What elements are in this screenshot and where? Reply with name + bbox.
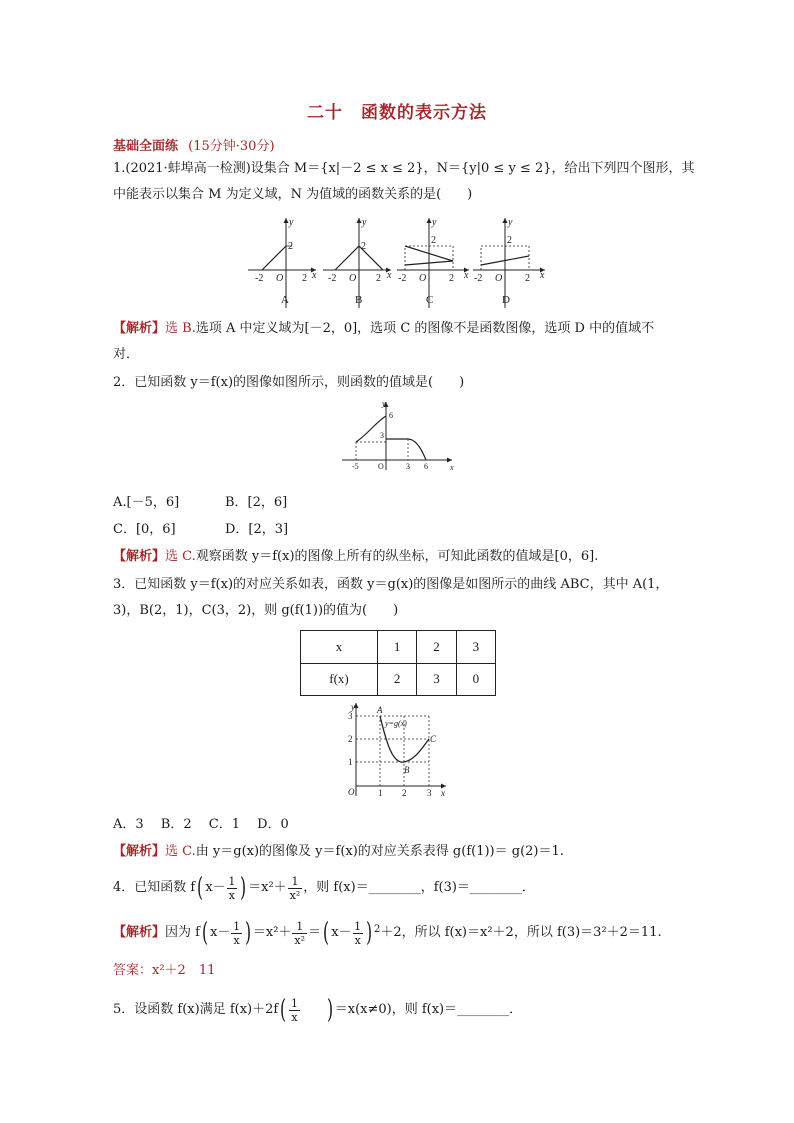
q1-c-origin: O: [419, 273, 427, 284]
q1-c-tick-neg2: -2: [398, 273, 407, 284]
q1-solution-line2: 对．: [113, 347, 140, 362]
q2-option-d: D．[2，3]: [225, 522, 289, 537]
q3-point-b: B: [404, 765, 410, 775]
q3-tick-x3: 3: [427, 788, 432, 798]
q4-sol-arg2-x: x: [331, 925, 339, 940]
q2-options-row1: [113, 494, 288, 512]
section-label: 基础全面练: [113, 139, 179, 154]
q5-frac: [289, 997, 299, 1024]
q3-graph: [340, 700, 450, 800]
q2-origin: O: [378, 462, 384, 471]
table-cell: 2: [417, 631, 456, 664]
q5-suffix: ＝x(x≠0)，则 f(x)＝________．: [334, 1002, 523, 1017]
q1-b-x-label: x: [387, 270, 392, 281]
q4-sol-paren2-open: (: [323, 918, 330, 948]
q4-sol-frac-2-den: x²: [294, 933, 306, 947]
q1-graph-b-label: B: [355, 294, 363, 306]
q3-tick-y1: 1: [348, 757, 353, 767]
q1-solution-text: 选项 A 中定义域为[－2，0]，选项 C 的图像不是函数图像，选项 D 中的值域不: [195, 321, 655, 336]
q2-tick-neg5: -5: [352, 462, 359, 471]
q4-sol-paren2-close: ): [365, 918, 372, 948]
q4-sol-frac-3-den: x: [354, 933, 361, 947]
q1-b-origin: O: [349, 273, 357, 284]
q4-sol-paren-close: ): [244, 918, 251, 948]
q2-line1: 2．已知函数 y＝f(x)的图像如图所示，则函数的值域是( ): [113, 375, 465, 390]
q3-solution-tag: 【解析】: [113, 844, 166, 859]
q1-d-tick-2y: 2: [507, 235, 512, 246]
q4-frac-2: [288, 875, 303, 902]
q4-answer-label: 答案：: [113, 963, 153, 978]
q2-curve-right: [386, 439, 426, 460]
table-row: [301, 631, 496, 664]
q1-d-origin: O: [495, 273, 503, 284]
q4-sol-frac-1: [231, 920, 241, 947]
q3-solution: [113, 843, 564, 861]
q2-y-label: y: [382, 399, 386, 408]
q1-d-tick-neg2: -2: [474, 273, 483, 284]
q5-frac-num: 1: [290, 996, 298, 1010]
q1-d-y-label: y: [508, 217, 513, 228]
q4-answer: [113, 962, 215, 980]
q4-paren-close: ): [239, 873, 247, 903]
q4-frac-1: [227, 875, 237, 902]
q1-a-tick-neg2: -2: [255, 273, 264, 284]
q1-line1: 1.(2021·蚌埠高一检测)设集合 M＝{x|－2 ≤ x ≤ 2}，N＝{y|0 ≤ y ≤ 2}，给出下列四个图形，其: [113, 161, 695, 176]
q2-tick-3y: 3: [380, 431, 384, 440]
q4-frac-2-num: 1: [291, 874, 299, 888]
q1-graph-a-curve: [262, 246, 286, 270]
q3-point-c: C: [430, 734, 437, 744]
q2-tick-3x: 3: [406, 462, 410, 471]
q4-eq-rhs: ＝x²＋: [248, 880, 287, 895]
q1-c-tick-2x: 2: [449, 273, 454, 284]
q4-sol-arg2-minus: －: [338, 925, 352, 940]
q3-solution-text: 由 y＝g(x)的图像及 y＝f(x)的对应关系表得 g(f(1))＝ g(2)＝1.: [195, 844, 564, 859]
page-title: 二十 函数的表示方法: [307, 103, 487, 123]
q1-graph-b: [323, 217, 392, 308]
q4-arg-minus: －: [212, 880, 226, 895]
q3-table: [300, 630, 496, 696]
q3-tick-y2: 2: [348, 734, 353, 744]
q4-sol-paren-open: (: [202, 918, 209, 948]
q4-suffix: ，则 f(x)＝________，f(3)＝________．: [303, 880, 535, 895]
q1-solution-tag: 【解析】: [113, 321, 166, 336]
q1-graph-c-label: C: [426, 294, 434, 306]
q1-a-tick-2y: 2: [288, 241, 293, 252]
q2-option-c: C．[0，6]: [113, 522, 176, 537]
q4-arg-x: x: [205, 880, 213, 895]
q4-sol-arg-x: x: [210, 925, 218, 940]
q4-solution-line: [113, 915, 662, 951]
q1-d-x-label: x: [540, 270, 545, 281]
q5-prefix: 5．设函数 f(x)满足 f(x)＋2f: [113, 1002, 279, 1017]
q1-a-y-label: y: [289, 217, 294, 228]
q2-solution: [113, 548, 598, 566]
q3-origin: O: [348, 787, 355, 797]
q1-c-y-label: y: [432, 217, 437, 228]
q5-paren-close: ): [326, 995, 333, 1025]
q3-solution-choice: 选 C.: [165, 844, 196, 859]
q4-sol-frac-3: [353, 920, 363, 947]
q4-sol-arg-minus: －: [217, 925, 231, 940]
q2-solution-choice: 选 C.: [165, 549, 196, 564]
table-cell: 2: [378, 663, 417, 696]
table-cell: x: [301, 631, 378, 664]
q1-c-tick-2y: 2: [431, 235, 436, 246]
section-header: [113, 135, 275, 154]
table-cell: 3: [417, 663, 456, 696]
q3-tick-x1: 1: [378, 788, 383, 798]
q4-frac-1-num: 1: [228, 874, 236, 888]
q5-frac-den: x: [291, 1010, 298, 1024]
q1-graph-a-label: A: [281, 294, 289, 306]
q1-a-x-label: x: [312, 270, 317, 281]
q2-tick-6x: 6: [424, 462, 428, 471]
q5-line: [113, 992, 522, 1028]
q3-curve-label: y=g(x): [385, 719, 407, 728]
q4-line: [113, 870, 535, 906]
section-time: (15分钟·30分): [188, 139, 275, 154]
q4-frac-2-den: x²: [289, 888, 301, 902]
q3-tick-x2: 2: [402, 788, 407, 798]
q1-b-tick-2x: 2: [376, 273, 381, 284]
q2-option-a: A.[－5，6]: [113, 495, 180, 510]
q3-line1: 3．已知函数 y＝f(x)的对应关系如表，函数 y＝g(x)的图像是如图所示的曲线 ABC，其中 A(1，: [113, 577, 669, 592]
q4-sol-frac-3-num: 1: [354, 919, 362, 933]
q3-x-label: x: [441, 788, 445, 798]
q4-paren-open: (: [197, 873, 204, 903]
q3-y-label: y: [351, 702, 355, 712]
q2-x-label: x: [450, 463, 454, 472]
q4-solution-tail: ＋2，所以 f(x)＝x²＋2，所以 f(3)＝3²＋2＝11.: [380, 925, 662, 940]
q1-graph-d-label: D: [502, 294, 510, 306]
q2-solution-tag: 【解析】: [113, 549, 166, 564]
q4-sol-eq2: ＝: [308, 925, 322, 940]
table-cell: 0: [456, 663, 495, 696]
table-row: [301, 663, 496, 696]
q1-b-y-label: y: [362, 217, 367, 228]
q4-answer-value: x²＋2 11: [152, 963, 216, 978]
q1-graph-a: [248, 217, 317, 308]
q1-a-origin: O: [276, 273, 284, 284]
q4-frac-1-den: x: [228, 888, 235, 902]
q4-prefix: 4．已知函数 f: [113, 880, 196, 895]
q1-d-tick-2x: 2: [525, 273, 530, 284]
q4-sol-square: 2: [373, 924, 381, 935]
q4-sol-mid: ＝x²＋: [252, 925, 292, 940]
q1-a-tick-2x: 2: [302, 273, 307, 284]
q3-point-a: A: [377, 705, 383, 715]
q1-graph-c: [397, 217, 469, 308]
q4-sol-frac-1-den: x: [233, 933, 240, 947]
q1-b-tick-neg2: -2: [328, 273, 337, 284]
q4-solution-tag: 【解析】: [113, 925, 166, 940]
q2-tick-6y: 6: [389, 411, 393, 420]
q1-solution-choice: 选 B.: [165, 321, 196, 336]
q4-sol-frac-2: [292, 920, 307, 947]
q4-sol-frac-1-num: 1: [233, 919, 241, 933]
q4-solution-prefix: 因为 f: [165, 925, 200, 940]
q1-line2: 中能表示以集合 M 为定义域，N 为值域的函数关系的是( ): [113, 187, 473, 202]
q1-solution-line1: [113, 320, 654, 338]
q3-line2: 3)，B(2，1)，C(3，2)，则 g(f(1))的值为( ): [113, 603, 399, 618]
q4-sol-frac-2-num: 1: [296, 919, 304, 933]
q2-options-row2: [113, 521, 289, 539]
table-cell: 3: [456, 631, 495, 664]
q5-paren-open: (: [280, 995, 287, 1025]
q2-graph: [338, 398, 458, 473]
q1-c-x-label: x: [464, 270, 469, 281]
q3-options: A．3 B．2 C．1 D．0: [113, 817, 289, 832]
table-cell: f(x): [301, 663, 378, 696]
q1-b-tick-2y: 2: [361, 241, 366, 252]
table-cell: 1: [378, 631, 417, 664]
q1-graphs: [245, 213, 550, 313]
q3-tick-y3: 3: [348, 711, 353, 721]
q1-graph-d: [473, 217, 545, 308]
q2-solution-text: 观察函数 y＝f(x)的图像上所有的纵坐标，可知此函数的值域是[0，6].: [195, 549, 599, 564]
q2-option-b: B．[2，6]: [225, 495, 288, 510]
